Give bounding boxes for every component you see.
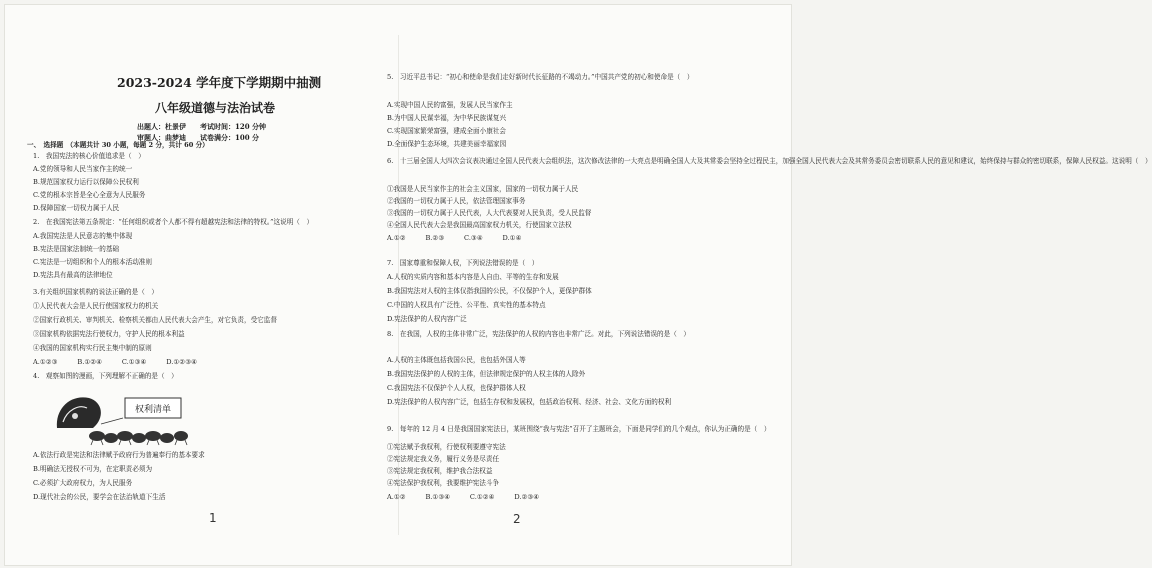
option-text: C.中国的人权具有广泛性、公平性、真实性的基本特点 — [387, 301, 546, 309]
option-text: A.依法行政是宪法和法律赋予政府行为普遍奉行的基本要求 — [33, 451, 205, 459]
question-text: 3.有关组织国家机构的说法正确的是（ ） — [33, 288, 158, 296]
statement-text: ③国家机构依据宪法行使权力，守护人民的根本利益 — [33, 330, 185, 338]
option-text: D.现代社会的公民，要学会在法治轨道下生活 — [33, 493, 166, 501]
option-text: A.人权的主体既包括我国公民，也包括外国人等 — [387, 356, 526, 364]
statement-text: ②宪法规定我义务，履行义务是尽责任 — [387, 455, 500, 463]
reviewer-line: 审题人：曲梦迪 试卷满分：100 分 — [137, 133, 260, 142]
author-line: 出题人：杜景伊 考试时间：120 分钟 — [137, 122, 267, 131]
answer-options: A.①② B.①③④ C.①②④ D.②③④ — [387, 493, 540, 501]
exam-title: 2023-2024 学年度下学期期中抽测 — [117, 75, 322, 90]
question-text: 1. 我国宪法的核心价值追求是（ ） — [33, 152, 145, 160]
option-text: C.我国宪法不仅保护个人人权，也保护群体人权 — [387, 384, 526, 392]
option-text: B.规范国家权力运行以保障公民权利 — [33, 178, 139, 186]
statement-text: ④全国人民代表大会是我国最高国家权力机关，行使国家立法权 — [387, 221, 572, 229]
statement-text: ③我国的一切权力属于人民代表，人大代表要对人民负责，受人民监督 — [387, 209, 592, 217]
statement-text: ②我国的一切权力属于人民，依法管理国家事务 — [387, 197, 526, 205]
option-text: A.实现中国人民的富强，发展人民当家作主 — [387, 101, 513, 109]
page-number-right: 2 — [513, 512, 521, 526]
statement-text: ②国家行政机关、审判机关、检察机关都由人民代表大会产生，对它负责，受它监督 — [33, 316, 277, 324]
option-text: C.党的根本宗旨是全心全意为人民服务 — [33, 191, 146, 199]
option-text: C.宪法是一切组织和个人的根本活动准则 — [33, 258, 152, 266]
page-number-left: 1 — [209, 511, 217, 525]
option-text: C.必须扩大政府权力，为人民服务 — [33, 479, 133, 487]
answer-options: A.①② B.②③ C.③④ D.①④ — [387, 234, 522, 242]
option-text: B.明确法无授权不可为，在定职责必须为 — [33, 465, 153, 473]
exam-subject: 八年级道德与法治试卷 — [155, 101, 276, 115]
option-text: A.人权的实质内容和基本内容是人自由、平等的生存和发展 — [387, 273, 559, 281]
option-text: A.我国宪法是人民意志的集中体现 — [33, 232, 133, 240]
statement-text: ④宪法保护我权利，我要维护宪法斗争 — [387, 479, 500, 487]
question-text: 8. 在我国，人权的主体非常广泛，宪法保护的人权的内容也非常广泛。对此，下列说法错误的是（ ） — [387, 330, 691, 338]
question-text: 9. 每年的 12 月 4 日是我国国家宪法日，某班围绕“我与宪法”召开了主题班会，下面是同学们的几个观点，你认为正确的是（ ） — [387, 425, 771, 433]
exam-sheet — [4, 4, 1152, 566]
option-text: C.实现国家繁荣富强，建成全面小康社会 — [387, 127, 506, 135]
option-text: D.宪法具有最高的法律地位 — [33, 271, 113, 279]
option-text: B.宪法是国家法制统一的基础 — [33, 245, 120, 253]
option-text: B.我国宪法保护的人权的主体，但法律规定保护的人权主体的人除外 — [387, 370, 586, 378]
cartoon-image — [53, 388, 203, 446]
question-text: 6. 十三届全国人大四次会议表决通过全国人民代表大会组织法，这次修改法律的一大亮点是明确全国人大及其常委会坚持全过程民主，加强全国人民代表大会及其常务委员会密切联系人民的意见和建议，始终保持与群众的密切联系，保障人民权益。这说明（ ） — [387, 157, 1152, 165]
option-text: D.宪法保护的人权内容广泛 — [387, 315, 467, 323]
question-text: 5. 习近平总书记：“初心和使命是我们走好新时代长征路的不竭动力。”中国共产党的初心和使命是（ ） — [387, 73, 694, 81]
question-text: 4. 观察如图的漫画，下列理解不正确的是（ ） — [33, 372, 178, 380]
option-text: D.宪法保护的人权内容广泛，包括生存权和发展权，包括政治权利、经济、社会、文化方面的权利 — [387, 398, 672, 406]
question-text: 7. 国家尊重和保障人权，下列说法错误的是（ ） — [387, 259, 539, 267]
answer-options: A.①②③ B.①②④ C.①③④ D.①②③④ — [33, 358, 198, 366]
cartoon-banner-text: 权利清单 — [134, 405, 172, 415]
statement-text: ①我国是人民当家作主的社会主义国家，国家的一切权力属于人民 — [387, 185, 579, 193]
section-heading: 一、 选择题 （本题共计 30 小题，每题 2 分，共计 60 分） — [27, 141, 209, 149]
option-text: B.为中国人民谋幸福，为中华民族谋复兴 — [387, 114, 507, 122]
question-text: 2. 在我国宪法第五条规定：“任何组织或者个人都不得有超越宪法和法律的特权。”这说明（ ） — [33, 218, 314, 226]
statement-text: ④我国的国家机构实行民主集中制的原则 — [33, 344, 152, 352]
option-text: D.保障国家一切权力属于人民 — [33, 204, 120, 212]
option-text: D.全面保护生态环境，共建美丽幸福家园 — [387, 140, 507, 148]
statement-text: ③宪法规定我权利，维护我合法权益 — [387, 467, 493, 475]
statement-text: ①宪法赋予我权利，行使权利要遵守宪法 — [387, 443, 506, 451]
option-text: A.党的领导和人民当家作主的统一 — [33, 165, 133, 173]
statement-text: ①人民代表大会是人民行使国家权力的机关 — [33, 302, 159, 310]
option-text: B.我国宪法对人权的主体仅指我国的公民，不仅保护个人，更保护群体 — [387, 287, 592, 295]
